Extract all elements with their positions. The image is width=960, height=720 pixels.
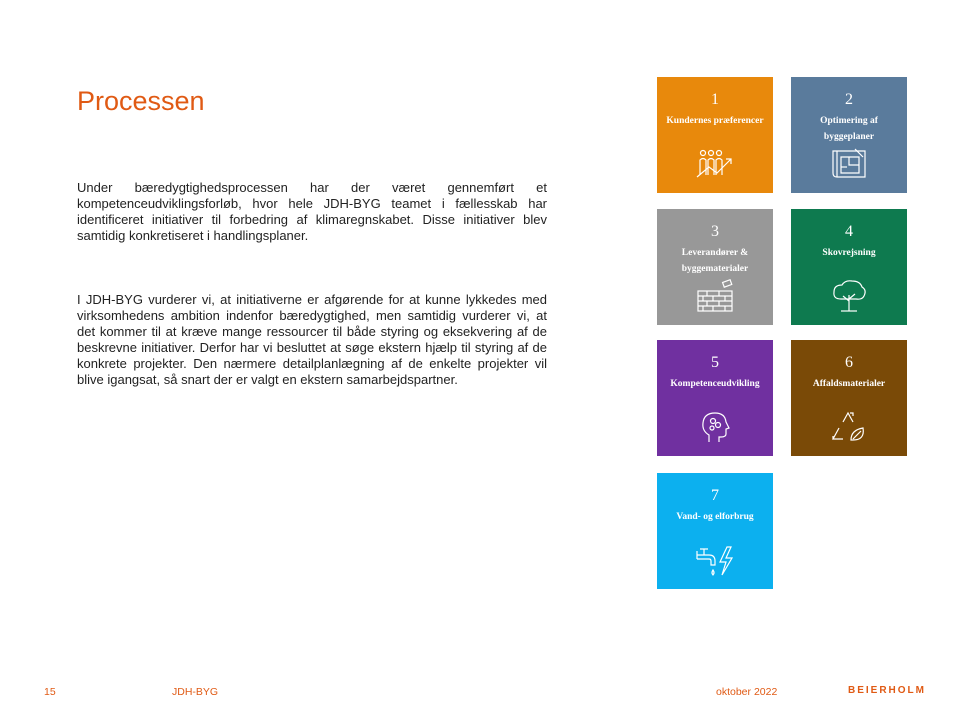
tile-optimering-af-byggeplaner — [791, 77, 907, 193]
tile-number: 2 — [845, 91, 853, 108]
tile-number: 6 — [845, 354, 853, 371]
tile-number: 3 — [711, 223, 719, 240]
tile-label: Leverandører & byggematerialer — [681, 248, 749, 274]
tile-label: Optimering af byggeplaner — [820, 116, 878, 142]
tile-leverandoerer-byggematerialer — [657, 209, 773, 325]
tile-vand-og-elforbrug — [657, 473, 773, 589]
tile-label: Kompetenceudvikling — [670, 379, 760, 389]
tile-number: 5 — [711, 354, 719, 371]
tree-icon — [829, 279, 869, 313]
tile-kundernes-praeferencer — [657, 77, 773, 193]
tile-kompetenceudvikling — [657, 340, 773, 456]
tile-label: Skovrejsning — [822, 248, 876, 258]
intro-paragraph: Under bæredygtighedsprocessen har der været gennemført et kompetenceudviklingsforløb, hvor hele JDH-BYG teamet i fællesskab har identificeret initiativer til forbedring af klimaregnskabet. Disse initiativer blev samtidig konkretiseret i handlingsplaner. — [77, 180, 547, 243]
footer-company: JDH-BYG — [172, 686, 219, 698]
tile-skovrejsning — [791, 209, 907, 325]
tile-label: Affaldsmaterialer — [812, 379, 886, 389]
page-title: Processen — [77, 86, 205, 116]
tile-number: 1 — [711, 91, 719, 108]
footer-date: oktober 2022 — [716, 686, 778, 698]
tile-number: 7 — [711, 487, 719, 504]
tile-affaldsmaterialer — [791, 340, 907, 456]
recycle-leaf-icon — [829, 410, 869, 444]
assessment-paragraph: I JDH-BYG vurderer vi, at initiativerne er afgørende for at kunne lykkedes med virksomhedens ambition indenfor bæredygtighed, men samtidig vurderer vi, at det kommer til at kræve mange ressourcer til både styring og eksekvering af de beskrevne initiativer. Derfor har vi besluttet at søge ekstern hjælp til styring af de konkrete projekter. Den nærmere detailplanlægning af de enkelte projekter vil blive igangsat, så snart der er valgt en ekstern samarbejdspartner. — [77, 292, 547, 387]
brain-head-icon — [695, 410, 735, 444]
brick-wall-icon — [695, 279, 735, 313]
tap-lightning-icon — [695, 543, 735, 577]
blueprint-icon — [829, 147, 869, 181]
people-growth-icon — [695, 147, 735, 181]
tile-label: Vand- og elforbrug — [676, 512, 754, 522]
tile-label: Kundernes præferencer — [666, 116, 764, 126]
page-number: 15 — [44, 686, 56, 698]
beierholm-logo: BEIERHOLM — [848, 685, 926, 696]
tile-number: 4 — [845, 223, 853, 240]
